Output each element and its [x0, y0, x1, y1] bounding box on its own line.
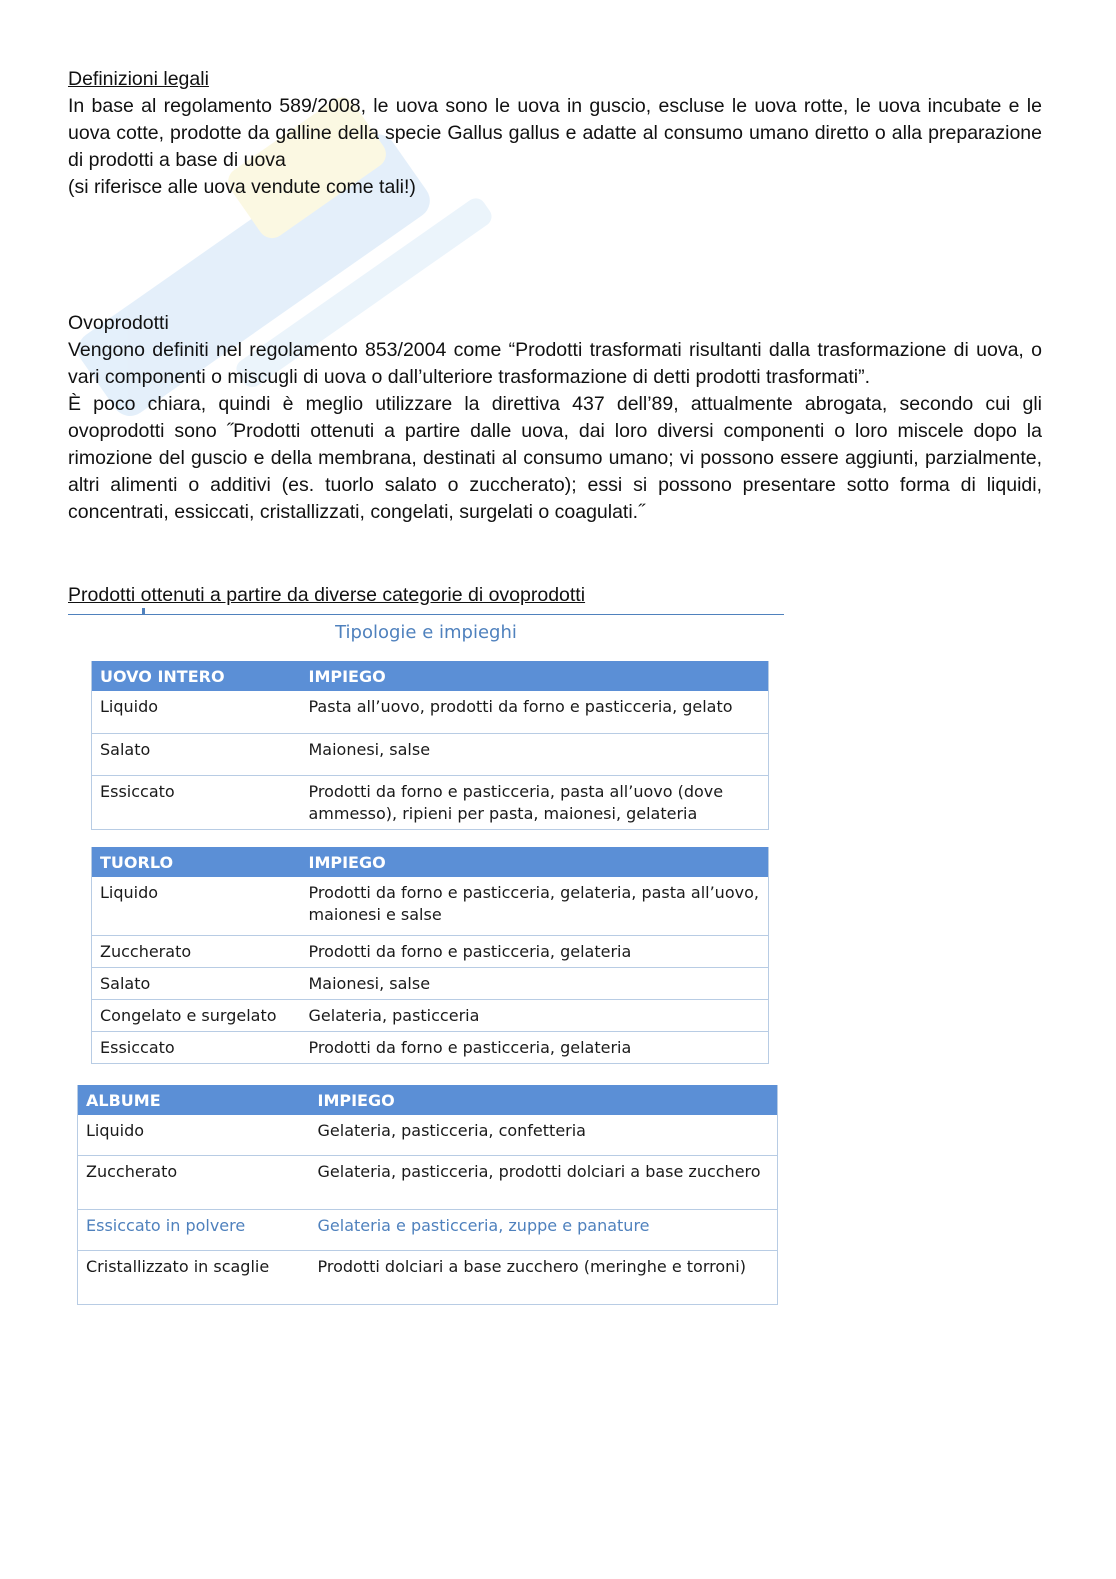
cell-impiego: Maionesi, salse [301, 733, 769, 775]
table-row [92, 1031, 769, 1063]
table-row [92, 967, 769, 999]
table-row [92, 691, 769, 733]
ovoprodotti-heading: Ovoprodotti [68, 312, 169, 334]
ovoprodotti-definition: Vengono definiti nel regolamento 853/2004 come “Prodotti trasformati risultanti dalla trasformazione di uova, o vari componenti o miscugli di uova o dall’ulteriore trasformazione di detti prodotti trasformati”. [68, 339, 1042, 388]
cell-tipo: Liquido [78, 1115, 310, 1155]
cell-impiego: Gelateria, pasticceria [301, 999, 769, 1031]
legal-heading: Definizioni legali [68, 68, 209, 90]
header-tipo: ALBUME [78, 1085, 310, 1115]
table-header-row [78, 1085, 778, 1115]
header-impiego: IMPIEGO [301, 661, 769, 691]
table-row [78, 1250, 778, 1304]
cell-impiego: Pasta all’uovo, prodotti da forno e pasticceria, gelato [301, 691, 769, 733]
products-heading: Prodotti ottenuti a partire da diverse categorie di ovoprodotti [68, 584, 586, 606]
table-row [92, 775, 769, 829]
cell-impiego: Gelateria e pasticceria, zuppe e panature [310, 1209, 778, 1250]
table-uovo-intero [91, 661, 769, 830]
cell-impiego: Prodotti da forno e pasticceria, gelateria, pasta all’uovo, maionesi e salse [301, 877, 769, 935]
cell-impiego: Prodotti da forno e pasticceria, gelateria [301, 1031, 769, 1063]
legal-body: In base al regolamento 589/2008, le uova sono le uova in guscio, escluse le uova rotte, le uova incubate e le uova cotte, prodotte da galline della specie Gallus gallus e adatte al consumo umano diretto o alla preparazione di prodotti a base di uova [68, 95, 1042, 171]
cell-tipo: Cristallizzato in scaglie [78, 1250, 310, 1304]
table-header-row [92, 661, 769, 691]
cell-impiego: Prodotti da forno e pasticceria, pasta all’uovo (dove ammesso), ripieni per pasta, maionesi, gelateria [301, 775, 769, 829]
table-row [92, 733, 769, 775]
cell-impiego: Prodotti dolciari a base zucchero (meringhe e torroni) [310, 1250, 778, 1304]
cell-tipo: Essiccato [92, 1031, 301, 1063]
cell-impiego: Prodotti da forno e pasticceria, gelateria [301, 935, 769, 967]
cell-impiego: Gelateria, pasticceria, prodotti dolciari a base zucchero [310, 1155, 778, 1209]
table-row [78, 1155, 778, 1209]
cell-impiego: Maionesi, salse [301, 967, 769, 999]
cell-tipo: Liquido [92, 691, 301, 733]
cell-tipo: Essiccato in polvere [78, 1209, 310, 1250]
table-row [92, 999, 769, 1031]
table-row [92, 935, 769, 967]
table-albume [77, 1085, 778, 1305]
cell-tipo: Essiccato [92, 775, 301, 829]
table-row [78, 1209, 778, 1250]
cell-tipo: Zuccherato [78, 1155, 310, 1209]
divider [68, 614, 784, 615]
header-impiego: IMPIEGO [301, 847, 769, 877]
table-title: Tipologie e impieghi [335, 622, 517, 643]
cell-tipo: Salato [92, 967, 301, 999]
table-row [92, 877, 769, 935]
header-tipo: TUORLO [92, 847, 301, 877]
cell-tipo: Liquido [92, 877, 301, 935]
cell-impiego: Gelateria, pasticceria, confetteria [310, 1115, 778, 1155]
table-row [78, 1115, 778, 1155]
header-tipo: UOVO INTERO [92, 661, 301, 691]
legal-note: (si riferisce alle uova vendute come tali!) [68, 176, 416, 198]
table-header-row [92, 847, 769, 877]
ovoprodotti-directive: È poco chiara, quindi è meglio utilizzare la direttiva 437 dell’89, attualmente abrogata, secondo cui gli ovoprodotti sono ˝Prodotti ottenuti a partire dalle uova, dai loro diversi componenti o loro miscele dopo la rimozione del guscio e della membrana, destinati al consumo umano; vi possono essere aggiunti, parzialmente, altri alimenti o additivi (es. tuorlo salato o zuccherato); essi si possono presentare sotto forma di liquidi, concentrati, essiccati, cristallizzati, congelati, surgelati o coagulati.˝ [68, 393, 1042, 523]
table-tuorlo [91, 847, 769, 1064]
cell-tipo: Congelato e surgelato [92, 999, 301, 1031]
cell-tipo: Salato [92, 733, 301, 775]
header-impiego: IMPIEGO [310, 1085, 778, 1115]
cell-tipo: Zuccherato [92, 935, 301, 967]
